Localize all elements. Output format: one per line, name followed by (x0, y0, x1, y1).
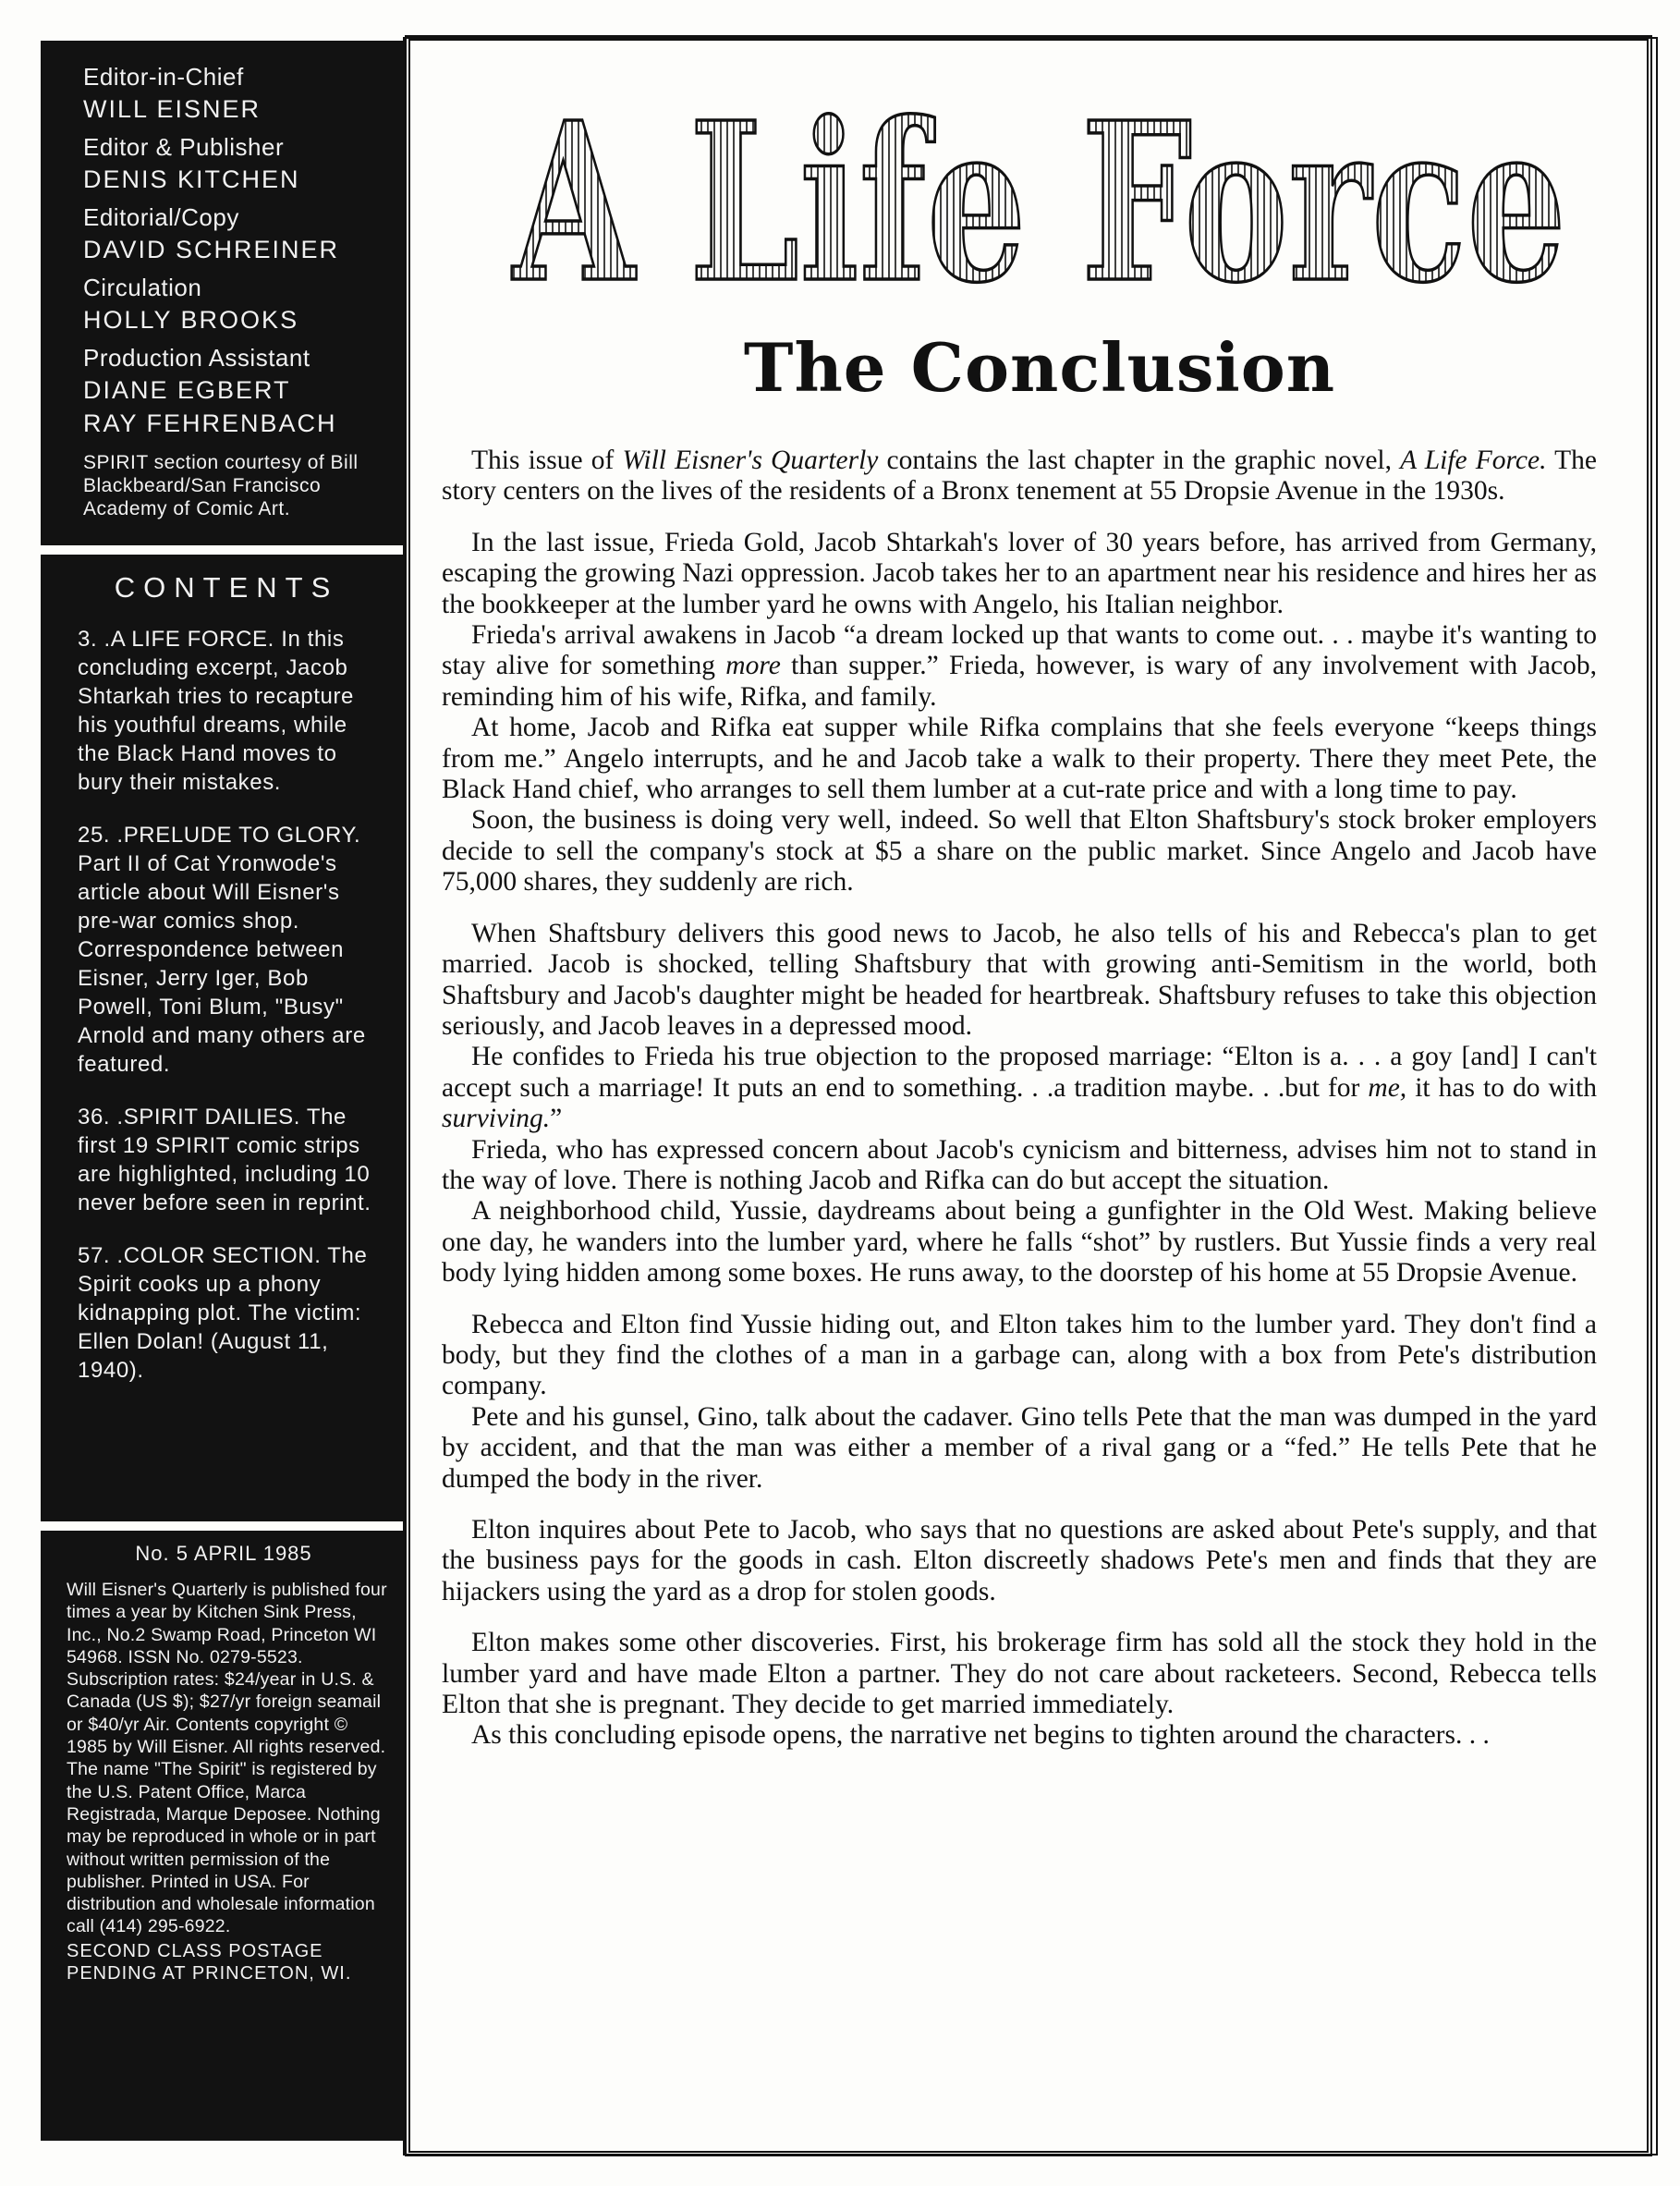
article-paragraph: At home, Jacob and Rifka eat supper while Rifka complains that she feels everyone “keeps things from me.” Angelo interrupts, and he and Jacob take a walk to their property. There they meet Pete, the Black Hand chief, who arranges to sell them lumber at a cut-rate price and with a long time to pay. (442, 713, 1597, 805)
contents-box (41, 555, 407, 1521)
staff-role: Production Assistant (83, 344, 310, 372)
staff-name: DAVID SCHREINER (83, 236, 340, 263)
publication-info: Will Eisner's Quarterly is published four times a year by Kitchen Sink Press, Inc., No.2 Swamp Road, Princeton WI 54968. ISSN No. 0279-5523. Subscription rates: $24/year in U.S. & Canada (US $); $27/yr foreign seamail or $40/yr Air. Contents copyright © 1985 by Will Eisner. All rights reserved. The name "The Spirit" is registered by the U.S. Patent Office, Marca Registrada, Marque Deposee. Nothing may be reproduced in whole or in part without written permission of the publisher. Printed in USA. For distribution and wholesale information call (414) 295-6922. (67, 1580, 387, 1937)
issue-line: No. 5 APRIL 1985 (135, 1542, 312, 1565)
staff-name: DIANE EGBERT (83, 376, 291, 404)
contents-entry: 36. .SPIRIT DAILIES. The first 19 SPIRIT comic strips are highlighted, including 10 never before seen in reprint. (78, 1105, 371, 1215)
article-paragraph: Elton inquires about Pete to Jacob, who says that no questions are asked about Pete's supply, and that the business pays for the goods in cash. Elton discreetly shadows Pete's men and finds that they are hijackers using the yard as a drop for stolen goods. (442, 1515, 1597, 1606)
staff-name: DENIS KITCHEN (83, 165, 300, 193)
masthead-title (434, 65, 1645, 333)
article-paragraph: In the last issue, Frieda Gold, Jacob Shtarkah's lover of 30 years before, has arrived from Germany, escaping the growing Nazi oppression. Jacob takes her to an apartment near his residence and hires her as the bookkeeper at the lumber yard he owns with Angelo, his Italian neighbor. (442, 527, 1597, 619)
staff-role: Editor & Publisher (83, 133, 285, 161)
article-paragraph: This issue of Will Eisner's Quarterly contains the last chapter in the graphic novel, A Life Force. The story centers on the lives of the residents of a Bronx tenement at 55 Dropsie Avenue in the 1930s. (442, 446, 1597, 507)
issue-info-box (41, 1531, 407, 2141)
staff-name: HOLLY BROOKS (83, 306, 299, 334)
article-paragraph: Elton makes some other discoveries. First, his brokerage firm has sold all the stock they hold in the lumber yard and have made Elton a partner. They do not care about racketeers. Second, Rebecca tells Elton that she is pregnant. They decide to get married immediately. (442, 1628, 1597, 1720)
postage-notice: SECOND CLASS POSTAGE PENDING AT PRINCETON, WI. (67, 1940, 352, 1984)
staff-role: Editor-in-Chief (83, 63, 244, 91)
article-paragraph: Frieda's arrival awakens in Jacob “a dream locked up that wants to come out. . . maybe it's wanting to stay alive for something more than supper.” Frieda, however, is wary of any involvement with Jacob, reminding him of his wife, Rifka, and family. (442, 620, 1597, 712)
article-paragraph: He confides to Frieda his true objection to the proposed marriage: “Elton is a. . . a goy [and] I can't accept such a marriage! It puts an end to something. . .a tradition maybe. . .but for me, it has to do with surviving.” (442, 1042, 1597, 1134)
courtesy-note: SPIRIT section courtesy of Bill Blackbeard/San Francisco Academy of Comic Art. (83, 452, 359, 519)
contents-entry: 57. .COLOR SECTION. The Spirit cooks up a phony kidnapping plot. The victim: Ellen Dolan! (August 11, 1940). (78, 1243, 368, 1383)
article-subtitle: The Conclusion (743, 328, 1336, 407)
article-paragraph: When Shaftsbury delivers this good news to Jacob, he also tells of his and Rebecca's plan to get married. Jacob is shocked, telling Shaftsbury that with growing anti-Semitism in the world, both Shaftsbury and Jacob's daughter might be headed for heartbreak. Shaftsbury refuses to take this objection seriously, and Jacob leaves in a depressed mood. (442, 918, 1597, 1041)
article-paragraph: A neighborhood child, Yussie, daydreams about being a gunfighter in the Old West. Making believe one day, he wanders into the lumber yard, where he falls “shot” by rustlers. But Yussie finds a very real body lying hidden among some boxes. He runs away, to the doorstep of his home at 55 Dropsie Avenue. (442, 1196, 1597, 1288)
staff-role: Circulation (83, 274, 202, 301)
article-paragraph: Frieda, who has expressed concern about Jacob's cynicism and bitterness, advises him not to stand in the way of love. There is nothing Jacob and Rifka can do but accept the situation. (442, 1134, 1597, 1195)
article-paragraph: Soon, the business is doing very well, indeed. So well that Elton Shaftsbury's stock broker employers decide to sell the company's stock at $5 a share on the public market. Since Angelo and Jacob have 75,000 shares, they suddenly are rich. (442, 805, 1597, 898)
staff-role: Editorial/Copy (83, 203, 239, 231)
contents-title: CONTENTS (114, 571, 339, 604)
staff-box (41, 41, 407, 545)
article-paragraph: Rebecca and Elton find Yussie hiding out, and Elton takes him to the lumber yard. They don't find a body, but they find the clothes of a man in a garbage can, along with a box from Pete's distribution company. (442, 1309, 1597, 1401)
article-paragraph: As this concluding episode opens, the narrative net begins to tighten around the characters. . . (471, 1720, 1490, 1751)
article-body (442, 446, 1597, 1752)
staff-name: WILL EISNER (83, 95, 262, 123)
contents-entry: 3. .A LIFE FORCE. In this concluding excerpt, Jacob Shtarkah tries to recapture his youthful dreams, while the Black Hand moves to bury their mistakes. (78, 627, 355, 795)
contents-entry: 25. .PRELUDE TO GLORY. Part II of Cat Yronwode's article about Will Eisner's pre-war comics shop. Correspondence between Eisner, Jerry Iger, Bob Powell, Toni Blum, "Busy" Arnold and many others are featured. (78, 823, 366, 1077)
staff-name: RAY FEHRENBACH (83, 409, 337, 437)
masthead-title-text: A Life Force (511, 74, 1566, 331)
article-paragraph: Pete and his gunsel, Gino, talk about the cadaver. Gino tells Pete that the man was dumped in the yard by accident, and that the man was either a member of a rival gang or a “fed.” He tells Pete that he dumped the body in the river. (442, 1401, 1597, 1494)
